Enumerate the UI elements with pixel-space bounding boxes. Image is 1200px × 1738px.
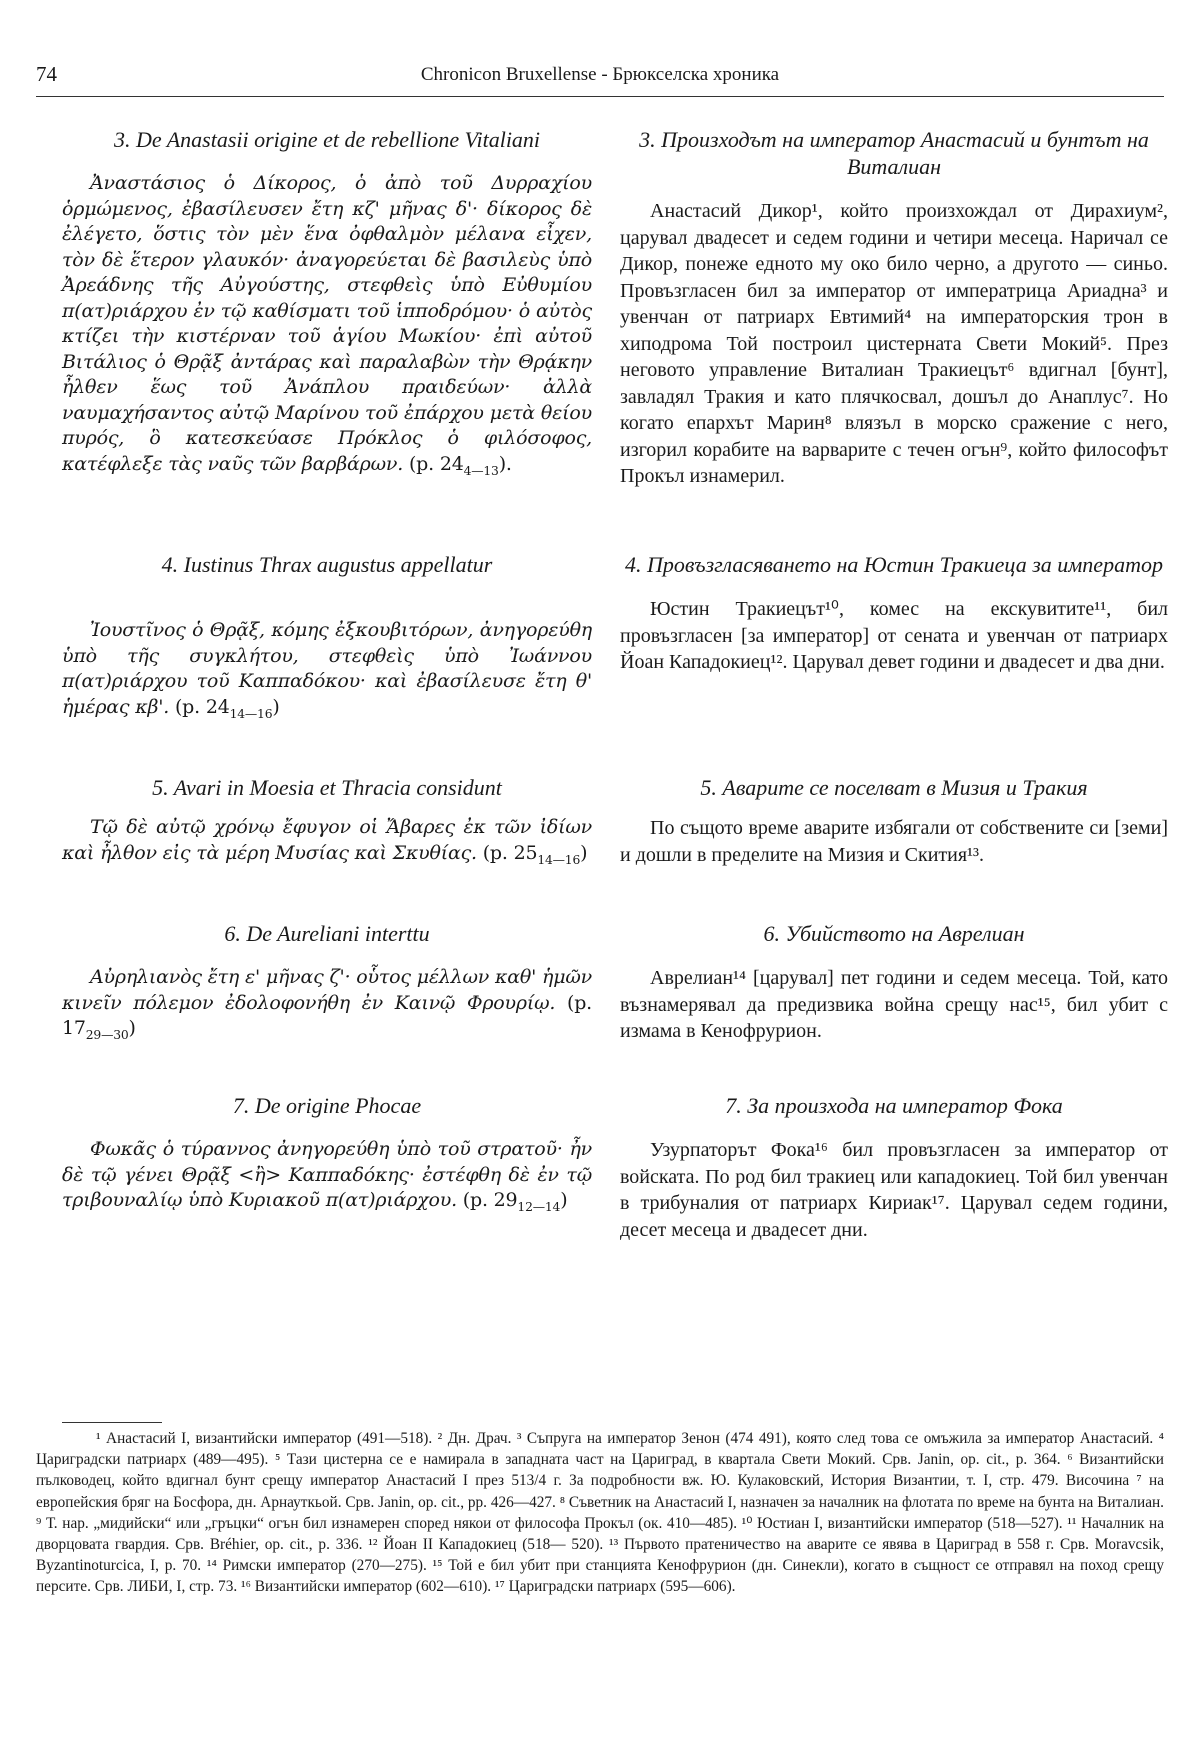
section-4-bulgarian (620, 551, 1168, 774)
section-5-bulgarian (620, 774, 1168, 920)
section-7-bulgarian (620, 1092, 1168, 1243)
page-number: 74 (36, 62, 57, 86)
section-title: 4. Провъзгласяването на Юстин Тракиеца за император (625, 552, 1163, 577)
section-5-greek (62, 774, 592, 920)
page-reference: (p. $29_{12—14}$) (462, 1189, 568, 1214)
header-rule (36, 96, 1164, 97)
section-4-greek (62, 551, 592, 774)
section-title: 3. De Anastasii origine et de rebellione Vitaliani (113, 127, 541, 152)
section-title: 3. Произходът на император Анастасий и бунтът на Виталиан (639, 127, 1149, 179)
footnotes (36, 1428, 1164, 1598)
translation-text: Аврелиан¹⁴ [царувал] пет години и седем месеца. Той, като възнамерявал да предизвика война срещу нас¹⁵, бил убит с измама в Кенофрурион. (620, 967, 1168, 1042)
translation-text: Узурпаторът Фока¹⁶ бил провъзгласен за император от войската. По род бил тракиец или кападокиец. Той бил увенчан в трибуналия от патриарх Кириак¹⁷. Царувал седем години, десет месеца и двадесет дни. (620, 1139, 1168, 1241)
section-7-greek (62, 1092, 592, 1214)
page-reference: (p. $17_{29—30}$) (62, 991, 593, 1042)
greek-text: Φωκᾶς ὁ τύραννος ἀνηγορεύθη ὑπὸ τοῦ στρατοῦ· ἦν δὲ τῷ γένει Θρᾷξ <ἢ> Καππαδόκης· ἐστέφθη δὲ ἐν τῷ τριβουναλίῳ ὑπὸ Κυριακοῦ π(ατ)ριάρχου. (p. $29_{12—14}$) (62, 1138, 592, 1214)
translation-text: Анастасий Дикор¹, който произхождал от Дирахиум², царувал двадесет и седем години и четири месеца. Наричал се Дикор, понеже едното му око било черно, а другото — синьо. Провъзгласен бил за император от императрица Ариадна³ и увенчан от патриарх Евтимий⁴ на императорския трон в хиподрома Той построил цистерната Свети Мокий⁵. През неговото управление Виталиан Тракиецът⁶ вдигнал [бунт], завладял Тракия и като плячкосвал, дошъл до Анаплус⁷. Но когато епархът Марин⁸ влязъл в морско сражение с него, изгорил корабите на варварите с течен огън⁹, който философът Прокъл изнамерил. (620, 200, 1168, 487)
page-reference: (p. $24_{14—16}$) (174, 695, 280, 721)
footnote-rule (62, 1422, 162, 1423)
section-6-bulgarian (620, 920, 1168, 1092)
section-3-bulgarian (620, 126, 1168, 551)
greek-column (62, 126, 592, 1214)
greek-text: Τῷ δὲ αὐτῷ χρόνῳ ἔφυγον οἱ Ἄβαρες ἐκ τῶν ἰδίων καὶ ἦλθον εἰς τὰ μέρη Μυσίας καὶ Σκυθίας. (p. $25_{14—16}$) (62, 816, 592, 867)
translation-text: Юстин Тракиецът¹⁰, комес на екскувитите¹¹, бил провъзгласен [за император] от сената и увенчан от патриарх Йоан Кападокиец¹². Царувал девет години и двадесет и два дни. (620, 598, 1168, 673)
section-title: 7. За произхода на император Фока (725, 1093, 1063, 1118)
greek-text: Ἀναστάσιος ὁ Δίκορος, ὁ ἀπὸ τοῦ Δυρραχίου ὁρμώμενος, ἐβασίλευσεν ἔτη κζ' μῆνας δ'· δίκορος δὲ ἐλέγετο, ὅστις τὸν μὲν ἕνα ὀφθαλμὸν μέλανα εἶχεν, τὸν δὲ ἕτερον γλαυκόν· ἀναγορεύεται δὲ βασιλεὺς ὑπὸ Ἀρεάδνης τῆς Αὐγούστης, στεφθεὶς ὑπὸ Εὐθυμίου π(ατ)ριάρχου ἐν τῷ καθίσματι τοῦ ἱπποδρόμου· ὁ αὐτὸς κτίζει τὴν κιστέρναν τοῦ ἁγίου Μωκίου· ἐπὶ αὐτοῦ Βιτάλιος ὁ Θρᾷξ ἀντάρας καὶ παραλαβὼν τὴν Θρᾴκην ἦλθεν ἕως τοῦ Ἀνάπλου πραιδεύων· ἀλλὰ ναυμαχήσαντος αὐτῷ Μαρίνου τοῦ ἐπάρχου μετὰ θείου πυρός, ὃ κατεσκεύασε Πρόκλος ὁ φιλόσοφος, κατέφλεξε τὰς ναῦς τῶν βαρβάρων. (p. $24_{4—13}$). (62, 172, 592, 478)
running-header (36, 62, 1164, 92)
section-title: 5. Аварите се поселват в Мизия и Тракия (700, 775, 1088, 800)
page-reference: (p. $24_{4—13}$). (408, 452, 512, 478)
section-title: 6. De Aureliani interttu (224, 921, 430, 946)
greek-text: Ἰουστῖνος ὁ Θρᾷξ, κόμης ἐξκουβιτόρων, ἀνηγορεύθη ὑπὸ τῆς συγκλήτου, στεφθεὶς ὑπὸ Ἰωάννου π(ατ)ριάρχου τοῦ Καππαδόκου· καὶ ἐβασίλευσε ἔτη θ' ἡμέρας κβ'. (p. $24_{14—16}$) (62, 619, 592, 721)
translation-text: По същото време аварите избягали от собствените си [земи] и дошли в пределите на Мизия и Скития¹³. (620, 817, 1168, 866)
section-title: 5. Avari in Moesia et Thracia considunt (152, 775, 502, 800)
section-title: 7. De origine Phocae (232, 1093, 422, 1118)
section-title: 6. Убийството на Аврелиан (763, 921, 1025, 946)
section-6-greek (62, 920, 592, 1092)
greek-text: Αὐρηλιανὸς ἔτη ε' μῆνας ζ'· οὗτος μέλλων καθ' ἡμῶν κινεῖν πόλεμον ἐδολοφονήθη ἐν Καινῷ Φρουρίῳ. (p. $17_{29—30}$) (62, 966, 593, 1042)
bulgarian-column (620, 126, 1168, 1243)
section-3-greek (62, 126, 592, 551)
footnotes-text: ¹ Анастасий I, византийски император (491—518). ² Дн. Драч. ³ Съпруга на император Зенон (474 491), която след това се омъжила за император Анастасий. ⁴ Цариградски патриарх (489—495). ⁵ Тази цистерна се е намирала в западната част на Цариград, в квартала Свети Мокий. Срв. Janin, op. cit., p. 364. ⁶ Византийски пълководец, който вдигнал бунт срещу император Анастасий I през 513/4 г. За подробности вж. Ю. Кулаковский, История Византии, т. I, стр. 479. Височина ⁷ на европейския бряг на Босфора, дн. Арнауткьой. Срв. Janin, op. cit., pp. 426—427. ⁸ Съветник на Анастасий I, назначен за началник на флотата по време на бунта на Виталиан. ⁹ Т. нар. „мидийски“ или „гръцки“ огън бил изнамерен според някои от философа Прокъл (ок. 410—485). ¹⁰ Юстиан I, византийски император (518—527). ¹¹ Началник на дворцовата гвардия. Срв. Bréhier, op. cit., p. 336. ¹² Йоан II Кападокиец (518— 520). ¹³ Първото пратеничество на аварите се явява в Цариград в 558 г. Срв. Moravcsik, Byzantinoturcica, I, p. 70. ¹⁴ Римски император (270—275). ¹⁵ Той е бил убит при станцията Кенофрурион (дн. Синекли), когато в същност се отправял на поход срещу персите. Срв. ЛИБИ, I, стр. 73. ¹⁶ Византийски император (602—610). ¹⁷ Цариградски патриарх (595—606). (36, 1430, 1164, 1596)
section-title: 4. Iustinus Thrax augustus appellatur (161, 552, 493, 577)
page-reference: (p. $25_{14—16}$) (482, 841, 588, 867)
running-title: Chronicon Bruxellense - Брюкселска хроника (420, 64, 780, 85)
